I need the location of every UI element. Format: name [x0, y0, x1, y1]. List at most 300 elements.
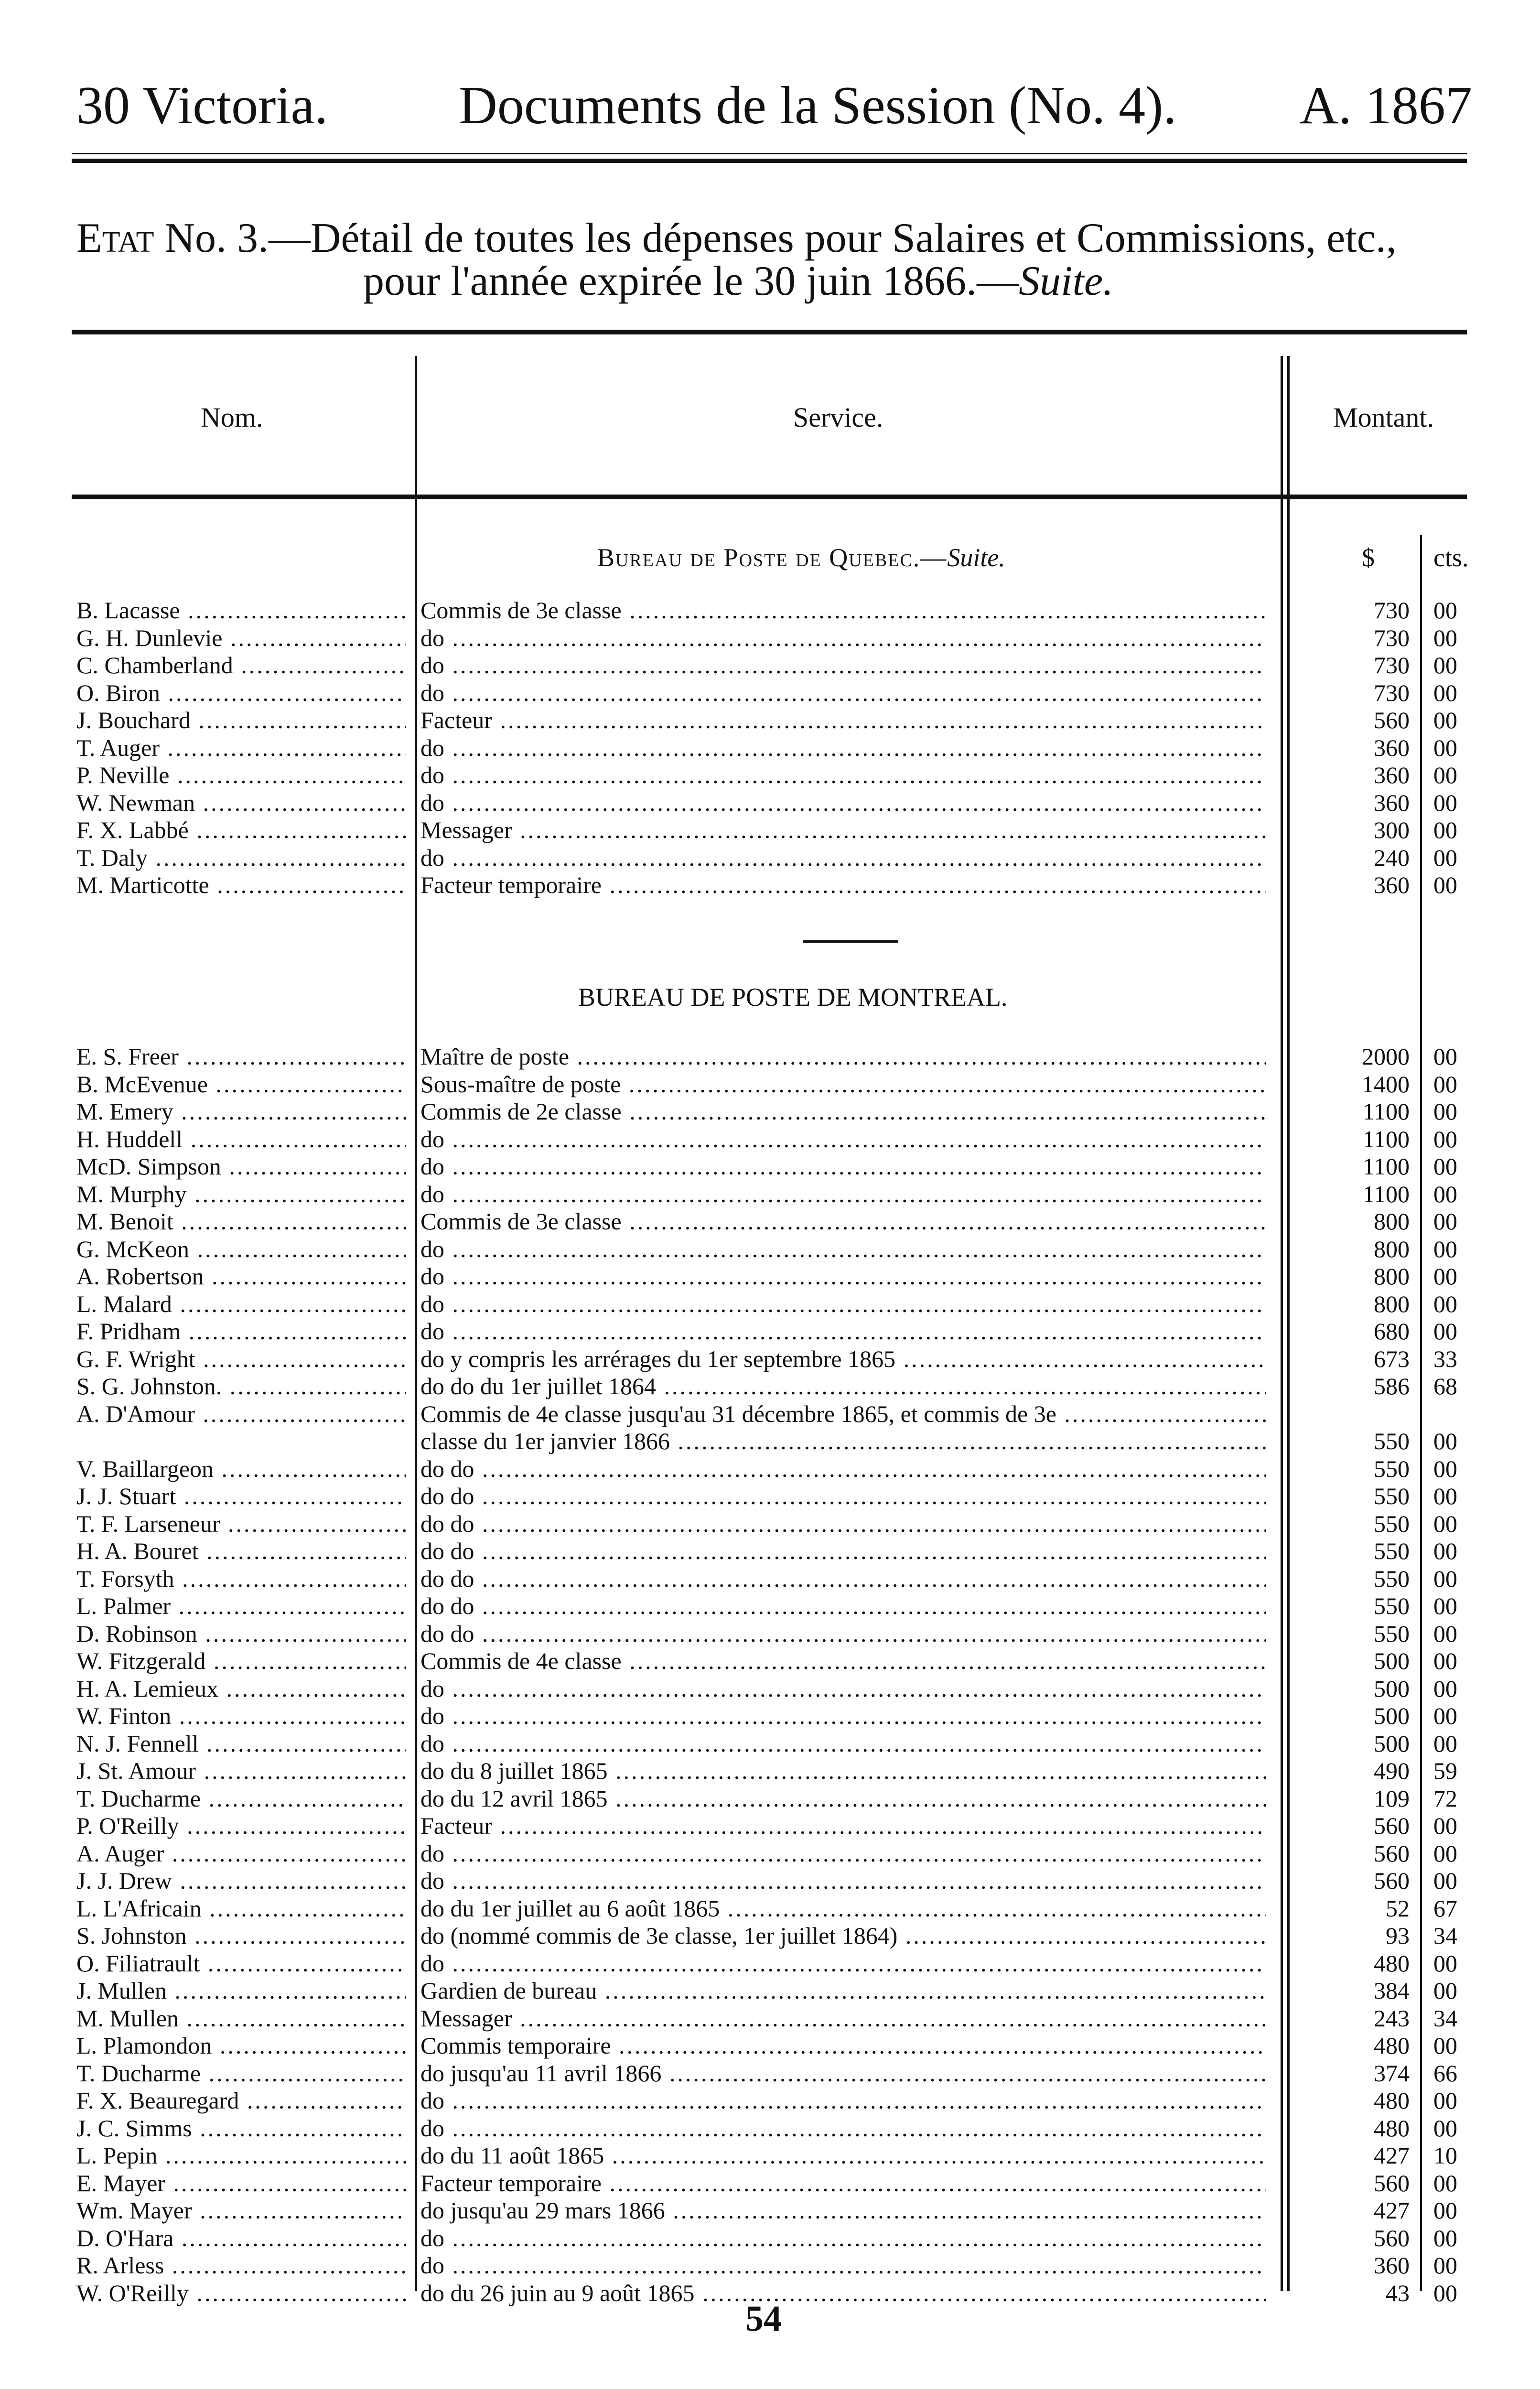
- row-name-cell: F. Pridham .....: [76, 1317, 406, 1345]
- row-service-cell: do .....: [420, 1867, 1266, 1894]
- table-row: [0, 1894, 1540, 1923]
- row-amount-cell: 730: [1374, 679, 1410, 706]
- table-row: [0, 2169, 1540, 2198]
- table-row: [0, 1647, 1540, 1676]
- row-amount-cell: 240: [1374, 844, 1410, 871]
- caption-state-word: Etat: [76, 215, 154, 261]
- table-row: [0, 1098, 1540, 1126]
- row-name-cell: T. Daly .....: [76, 844, 406, 872]
- row-service-cell: Messager .....: [420, 2004, 1266, 2032]
- row-name-cell: H. A. Lemieux .....: [76, 1675, 406, 1702]
- caption-rule: [72, 330, 1467, 334]
- row-cents-cell: 00: [1433, 2252, 1457, 2279]
- row-name-cell: N. J. Fennell .....: [76, 1730, 406, 1757]
- page-number: 54: [745, 2299, 782, 2339]
- row-amount-cell: 800: [1374, 1290, 1410, 1317]
- row-amount-cell: 243: [1374, 2004, 1410, 2032]
- row-cents-cell: 00: [1433, 1098, 1457, 1125]
- row-service-cell: do do .....: [420, 1592, 1266, 1620]
- row-amount-cell: 560: [1374, 2224, 1410, 2251]
- row-service-cell: do .....: [420, 1235, 1266, 1263]
- row-name-cell: C. Chamberland .....: [76, 651, 406, 679]
- row-name-cell: T. F. Larseneur .....: [76, 1510, 406, 1538]
- row-amount-cell: 1100: [1362, 1098, 1410, 1125]
- row-amount-cell: 550: [1374, 1428, 1410, 1454]
- table-row: [0, 816, 1540, 845]
- table-row: [0, 2032, 1540, 2060]
- table-row: [0, 1867, 1540, 1895]
- row-service-cell: Commis temporaire .....: [420, 2032, 1266, 2059]
- row-cents-cell: 00: [1433, 762, 1457, 788]
- row-name-cell: D. O'Hara .....: [76, 2224, 406, 2252]
- row-service-cell: do do .....: [420, 1565, 1266, 1593]
- row-name-cell: L. Pepin .....: [76, 2141, 406, 2169]
- row-name-cell: J. St. Amour .....: [76, 1757, 406, 1785]
- table-row: [0, 1043, 1540, 1071]
- row-cents-cell: 00: [1433, 1620, 1457, 1647]
- row-service-cell: do .....: [420, 679, 1266, 707]
- table-row: [0, 1949, 1540, 1978]
- row-name-cell: L. L'Africain .....: [76, 1894, 406, 1922]
- table-row: [0, 1290, 1540, 1319]
- table-caption-line-2: [363, 260, 1113, 302]
- row-cents-cell: 00: [1433, 1455, 1457, 1482]
- row-cents-cell: 72: [1433, 1785, 1457, 1812]
- table-row: [0, 1592, 1540, 1621]
- table-row: [0, 1675, 1540, 1703]
- table-row: [0, 2087, 1540, 2115]
- column-header-service: Service.: [793, 402, 883, 433]
- row-cents-cell: 00: [1433, 1867, 1457, 1894]
- row-service-cell: do .....: [420, 844, 1266, 872]
- row-name-cell: M. Mullen .....: [76, 2004, 406, 2032]
- row-service-cell: do .....: [420, 1317, 1266, 1345]
- table-row: [0, 1180, 1540, 1209]
- row-cents-cell: 00: [1433, 1180, 1457, 1207]
- table-row: [0, 1070, 1540, 1099]
- row-cents-cell: 00: [1433, 1593, 1457, 1619]
- row-amount-cell: 500: [1374, 1730, 1410, 1757]
- row-service-cell: do du 1er juillet au 6 août 1865 .....: [420, 1894, 1266, 1922]
- row-service-cell: do do du 1er juillet 1864 .....: [420, 1372, 1266, 1400]
- row-name-cell: R. Arless .....: [76, 2251, 406, 2279]
- row-service-cell: do .....: [420, 1290, 1266, 1318]
- row-service-cell: do (nommé commis de 3e classe, 1er juillet 1864) .....: [420, 1922, 1266, 1949]
- table-row: [0, 1922, 1540, 1950]
- row-name-cell: M. Murphy .....: [76, 1180, 406, 1208]
- row-service-cell: do .....: [420, 789, 1266, 817]
- row-cents-cell: 00: [1433, 1318, 1457, 1345]
- row-service-cell: do .....: [420, 2251, 1266, 2279]
- section-heading-montreal: BUREAU DE POSTE DE MONTREAL.: [578, 983, 1008, 1012]
- row-service-cell: do du 11 août 1865 .....: [420, 2141, 1266, 2169]
- row-amount-cell: 52: [1386, 1894, 1410, 1922]
- row-name-cell: V. Baillargeon .....: [76, 1455, 406, 1483]
- row-amount-cell: 480: [1374, 2032, 1410, 2059]
- row-service-cell: do .....: [420, 2114, 1266, 2142]
- column-header-rule: [72, 495, 1467, 499]
- table-row: [0, 1262, 1540, 1291]
- row-cents-cell: 00: [1433, 1510, 1457, 1537]
- row-service-cell: do jusqu'au 11 avril 1866 .....: [420, 2059, 1266, 2087]
- table-row: [0, 1730, 1540, 1758]
- row-name-cell: M. Marticotte .....: [76, 871, 406, 899]
- row-amount-cell: 2000: [1362, 1043, 1410, 1070]
- row-amount-cell: 490: [1374, 1757, 1410, 1784]
- row-service-cell: do du 8 juillet 1865 .....: [420, 1757, 1266, 1785]
- row-cents-cell: 00: [1433, 1812, 1457, 1839]
- row-amount-cell: 109: [1374, 1785, 1410, 1812]
- row-cents-cell: 00: [1433, 2279, 1457, 2306]
- table-row: [0, 1345, 1540, 1374]
- row-cents-cell: 00: [1433, 789, 1457, 816]
- table-row: [0, 1702, 1540, 1731]
- row-cents-cell: 00: [1433, 844, 1457, 871]
- section-quebec-suite: Suite.: [947, 543, 1005, 572]
- row-name-cell: M. Emery .....: [76, 1098, 406, 1125]
- row-cents-cell: 00: [1433, 2224, 1457, 2251]
- running-header-center: Documents de la Session (No. 4).: [459, 76, 1177, 135]
- row-service-cell: do .....: [420, 1262, 1266, 1290]
- row-cents-cell: 10: [1433, 2142, 1457, 2169]
- row-amount-cell: 550: [1374, 1455, 1410, 1482]
- row-name-cell: D. Robinson .....: [76, 1620, 406, 1647]
- row-service-cell: Gardien de bureau .....: [420, 1977, 1266, 2004]
- table-row: [0, 1977, 1540, 2005]
- table-row: [0, 624, 1540, 653]
- table-row: [0, 1812, 1540, 1840]
- row-amount-cell: 800: [1374, 1263, 1410, 1290]
- row-service-cell: do do .....: [420, 1455, 1266, 1483]
- row-name-cell: L. Malard .....: [76, 1290, 406, 1318]
- row-service-cell: Facteur temporaire .....: [420, 871, 1266, 899]
- row-amount-cell: 550: [1374, 1565, 1410, 1592]
- row-service-cell: do .....: [420, 1730, 1266, 1757]
- row-amount-cell: 1400: [1362, 1070, 1410, 1098]
- row-cents-cell: 66: [1433, 2059, 1457, 2087]
- row-cents-cell: 00: [1433, 707, 1457, 733]
- row-service-cell: Commis de 3e classe .....: [420, 1207, 1266, 1235]
- row-cents-cell: 00: [1433, 1647, 1457, 1674]
- row-amount-cell: 560: [1374, 1840, 1410, 1867]
- table-row: [0, 706, 1540, 735]
- row-amount-cell: 427: [1374, 2197, 1410, 2224]
- table-row: [0, 1152, 1540, 1181]
- row-cents-cell: 00: [1433, 1263, 1457, 1290]
- row-service-cell: classe du 1er janvier 1866 .....: [420, 1427, 1266, 1455]
- row-amount-cell: 300: [1374, 817, 1410, 843]
- table-row: [0, 1510, 1540, 1539]
- row-cents-cell: 00: [1433, 1235, 1457, 1262]
- row-name-cell: G. H. Dunlevie .....: [76, 624, 406, 652]
- row-cents-cell: 00: [1433, 1730, 1457, 1757]
- row-amount-cell: 550: [1374, 1620, 1410, 1647]
- row-amount-cell: 500: [1374, 1702, 1410, 1729]
- row-amount-cell: 93: [1386, 1922, 1410, 1949]
- row-service-cell: do jusqu'au 29 mars 1866 .....: [420, 2196, 1266, 2224]
- row-amount-cell: 550: [1374, 1593, 1410, 1619]
- row-cents-cell: 00: [1433, 2169, 1457, 2196]
- row-name-cell: A. Robertson .....: [76, 1262, 406, 1290]
- row-service-cell: Commis de 4e classe .....: [420, 1647, 1266, 1675]
- row-name-cell: B. McEvenue .....: [76, 1070, 406, 1098]
- row-name-cell: T. Auger .....: [76, 734, 406, 762]
- row-service-cell: do .....: [420, 2224, 1266, 2252]
- cents-header: cts.: [1433, 543, 1469, 572]
- table-row: [0, 596, 1540, 625]
- row-name-cell: G. McKeon .....: [76, 1235, 406, 1263]
- row-cents-cell: 00: [1433, 817, 1457, 843]
- table-row: [0, 2059, 1540, 2088]
- row-name-cell: W. Fitzgerald .....: [76, 1647, 406, 1675]
- row-cents-cell: 00: [1433, 1290, 1457, 1317]
- table-row: [0, 1125, 1540, 1154]
- dollar-sign-header: $: [1362, 543, 1375, 572]
- row-amount-cell: 480: [1374, 2087, 1410, 2114]
- row-name-cell: P. O'Reilly .....: [76, 1812, 406, 1840]
- row-name-cell: F. X. Labbé .....: [76, 816, 406, 844]
- table-row: [0, 1455, 1540, 1484]
- row-name-cell: W. Newman .....: [76, 789, 406, 817]
- row-name-cell: O. Biron .....: [76, 679, 406, 707]
- row-service-cell: do do .....: [420, 1510, 1266, 1538]
- row-service-cell: do .....: [420, 1675, 1266, 1702]
- row-service-cell: do .....: [420, 624, 1266, 652]
- row-name-cell: B. Lacasse .....: [76, 596, 406, 624]
- row-amount-cell: 360: [1374, 2252, 1410, 2279]
- row-service-cell: do .....: [420, 1152, 1266, 1180]
- row-name-cell: E. Mayer .....: [76, 2169, 406, 2197]
- row-service-cell: Commis de 4e classe jusqu'au 31 décembre 1865, et commis de 3e .....: [420, 1400, 1266, 1428]
- table-row: [0, 1537, 1540, 1566]
- row-amount-cell: 680: [1374, 1318, 1410, 1345]
- header-rule-thin: [72, 153, 1467, 154]
- table-row: [0, 1400, 1540, 1429]
- row-name-cell: H. A. Bouret .....: [76, 1537, 406, 1565]
- row-cents-cell: 34: [1433, 1922, 1457, 1949]
- table-row: [0, 1840, 1540, 1868]
- table-row: [0, 2224, 1540, 2253]
- caption-line-2-text: pour l'année expirée le 30 juin 1866.—: [363, 258, 1019, 304]
- row-service-cell: do y compris les arrérages du 1er septembre 1865 .....: [420, 1345, 1266, 1373]
- row-amount-cell: 480: [1374, 2114, 1410, 2141]
- row-cents-cell: 68: [1433, 1373, 1457, 1399]
- row-name-cell: W. O'Reilly .....: [76, 2279, 406, 2307]
- row-amount-cell: 800: [1374, 1208, 1410, 1235]
- row-amount-cell: 500: [1374, 1647, 1410, 1674]
- row-cents-cell: 00: [1433, 1840, 1457, 1867]
- row-service-cell: do .....: [420, 2087, 1266, 2114]
- row-name-cell: J. C. Simms .....: [76, 2114, 406, 2142]
- row-service-cell: do .....: [420, 1949, 1266, 1977]
- row-amount-cell: 730: [1374, 624, 1410, 651]
- row-cents-cell: 34: [1433, 2004, 1457, 2032]
- row-amount-cell: 500: [1374, 1675, 1410, 1702]
- row-service-cell: do .....: [420, 761, 1266, 789]
- running-header-right: A. 1867: [1300, 76, 1472, 135]
- row-amount-cell: 1100: [1362, 1180, 1410, 1207]
- table-row: [0, 789, 1540, 818]
- row-cents-cell: 00: [1433, 2197, 1457, 2224]
- row-name-cell: J. Mullen .....: [76, 1977, 406, 2004]
- table-row: [0, 761, 1540, 790]
- row-name-cell: W. Finton .....: [76, 1702, 406, 1730]
- table-caption-line-1: [76, 217, 1397, 259]
- row-name-cell: L. Palmer .....: [76, 1592, 406, 1620]
- row-amount-cell: 1100: [1362, 1125, 1410, 1152]
- table-row: [0, 1785, 1540, 1813]
- row-service-cell: do .....: [420, 1702, 1266, 1730]
- row-name-cell: S. Johnston .....: [76, 1922, 406, 1949]
- row-name-cell: G. F. Wright .....: [76, 1345, 406, 1373]
- row-cents-cell: 00: [1433, 1043, 1457, 1070]
- row-service-cell: Facteur .....: [420, 1812, 1266, 1840]
- row-amount-cell: 560: [1374, 1812, 1410, 1839]
- row-service-cell: do .....: [420, 1180, 1266, 1208]
- row-cents-cell: 00: [1433, 1565, 1457, 1592]
- row-name-cell: P. Neville .....: [76, 761, 406, 789]
- row-name-cell: S. G. Johnston. .....: [76, 1372, 406, 1400]
- row-cents-cell: 00: [1433, 1949, 1457, 1977]
- row-name-cell: J. Bouchard .....: [76, 706, 406, 734]
- row-amount-cell: 360: [1374, 872, 1410, 898]
- table-row: [0, 2196, 1540, 2225]
- table-row: [0, 651, 1540, 680]
- row-cents-cell: 00: [1433, 1153, 1457, 1180]
- row-service-cell: do do .....: [420, 1537, 1266, 1565]
- row-cents-cell: 00: [1433, 1702, 1457, 1729]
- row-name-cell: E. S. Freer .....: [76, 1043, 406, 1070]
- row-name-cell: F. X. Beauregard .....: [76, 2087, 406, 2114]
- row-service-cell: do du 26 juin au 9 août 1865 .....: [420, 2279, 1266, 2307]
- table-row: [0, 2004, 1540, 2033]
- table-row: [0, 1235, 1540, 1264]
- table-row: [0, 1317, 1540, 1346]
- row-cents-cell: 33: [1433, 1345, 1457, 1372]
- row-service-cell: Facteur .....: [420, 706, 1266, 734]
- row-service-cell: Commis de 3e classe .....: [420, 596, 1266, 624]
- row-amount-cell: 560: [1374, 2169, 1410, 2196]
- row-cents-cell: 00: [1433, 1208, 1457, 1235]
- table-row: [0, 1207, 1540, 1236]
- row-name-cell: A. D'Amour .....: [76, 1400, 406, 1428]
- row-service-cell: do .....: [420, 1125, 1266, 1153]
- row-service-cell: do .....: [420, 734, 1266, 762]
- table-row: [0, 871, 1540, 900]
- row-cents-cell: 00: [1433, 2114, 1457, 2141]
- row-amount-cell: 360: [1374, 789, 1410, 816]
- row-service-cell: Messager .....: [420, 816, 1266, 844]
- table-row: [0, 2114, 1540, 2143]
- table-row: [0, 1427, 1540, 1456]
- table-row: [0, 679, 1540, 708]
- row-cents-cell: 00: [1433, 624, 1457, 651]
- row-name-cell: O. Filiatrault .....: [76, 1949, 406, 1977]
- row-amount-cell: 360: [1374, 734, 1410, 761]
- row-cents-cell: 00: [1433, 2087, 1457, 2114]
- row-service-cell: Sous-maître de poste .....: [420, 1070, 1266, 1098]
- section-divider-rule: [803, 940, 898, 943]
- row-service-cell: do .....: [420, 1840, 1266, 1867]
- row-service-cell: do do .....: [420, 1482, 1266, 1510]
- row-amount-cell: 560: [1374, 1867, 1410, 1894]
- row-amount-cell: 730: [1374, 597, 1410, 624]
- row-amount-cell: 550: [1374, 1510, 1410, 1537]
- row-amount-cell: 673: [1374, 1345, 1410, 1372]
- row-amount-cell: 480: [1374, 1949, 1410, 1977]
- row-name-cell: Wm. Mayer .....: [76, 2196, 406, 2224]
- row-amount-cell: 1100: [1362, 1153, 1410, 1180]
- table-row: [0, 1372, 1540, 1401]
- row-service-cell: Facteur temporaire .....: [420, 2169, 1266, 2197]
- row-service-cell: do du 12 avril 1865 .....: [420, 1785, 1266, 1812]
- row-cents-cell: 00: [1433, 1538, 1457, 1564]
- caption-suite: Suite.: [1019, 258, 1114, 304]
- row-amount-cell: 586: [1374, 1373, 1410, 1399]
- row-name-cell: T. Ducharme .....: [76, 1785, 406, 1812]
- row-name-cell: T. Forsyth .....: [76, 1565, 406, 1593]
- row-name-cell: T. Ducharme .....: [76, 2059, 406, 2087]
- row-cents-cell: 00: [1433, 1675, 1457, 1702]
- row-name-cell: J. J. Drew .....: [76, 1867, 406, 1894]
- row-cents-cell: 59: [1433, 1757, 1457, 1784]
- row-amount-cell: 730: [1374, 652, 1410, 678]
- row-amount-cell: 427: [1374, 2142, 1410, 2169]
- row-cents-cell: 00: [1433, 1125, 1457, 1152]
- row-service-cell: Commis de 2e classe .....: [420, 1098, 1266, 1125]
- row-name-cell: M. Benoit .....: [76, 1207, 406, 1235]
- column-header-amount: Montant.: [1333, 402, 1434, 433]
- row-cents-cell: 00: [1433, 652, 1457, 678]
- caption-line-1-text: No. 3.—Détail de toutes les dépenses pour Salaires et Commissions, etc.,: [164, 215, 1397, 261]
- table-row: [0, 2251, 1540, 2280]
- row-amount-cell: 360: [1374, 762, 1410, 788]
- row-cents-cell: 00: [1433, 1428, 1457, 1454]
- table-row: [0, 1565, 1540, 1593]
- row-cents-cell: 67: [1433, 1894, 1457, 1922]
- row-cents-cell: 00: [1433, 679, 1457, 706]
- row-amount-cell: 560: [1374, 707, 1410, 733]
- row-amount-cell: 550: [1374, 1483, 1410, 1509]
- row-cents-cell: 00: [1433, 872, 1457, 898]
- row-amount-cell: 384: [1374, 1977, 1410, 2004]
- section-heading-quebec: [597, 545, 1005, 570]
- running-header-left: 30 Victoria.: [76, 76, 328, 135]
- row-name-cell: L. Plamondon .....: [76, 2032, 406, 2059]
- row-name-cell: J. J. Stuart .....: [76, 1482, 406, 1510]
- row-name-cell: A. Auger .....: [76, 1840, 406, 1867]
- row-cents-cell: 00: [1433, 1977, 1457, 2004]
- row-service-cell: Maître de poste .....: [420, 1043, 1266, 1070]
- row-amount-cell: 800: [1374, 1235, 1410, 1262]
- row-service-cell: do do .....: [420, 1620, 1266, 1647]
- table-row: [0, 734, 1540, 763]
- row-service-cell: do .....: [420, 651, 1266, 679]
- table-row: [0, 1482, 1540, 1511]
- row-name-cell: H. Huddell .....: [76, 1125, 406, 1153]
- table-row: [0, 1757, 1540, 1786]
- row-cents-cell: 00: [1433, 734, 1457, 761]
- section-quebec-title: Bureau de Poste de Quebec.—: [597, 543, 948, 572]
- row-amount-cell: 550: [1374, 1538, 1410, 1564]
- row-cents-cell: 00: [1433, 2032, 1457, 2059]
- table-row: [0, 1620, 1540, 1648]
- table-row: [0, 844, 1540, 872]
- row-cents-cell: 00: [1433, 597, 1457, 624]
- row-amount-cell: 43: [1386, 2279, 1410, 2306]
- row-amount-cell: 374: [1374, 2059, 1410, 2087]
- column-header-name: Nom.: [201, 402, 263, 433]
